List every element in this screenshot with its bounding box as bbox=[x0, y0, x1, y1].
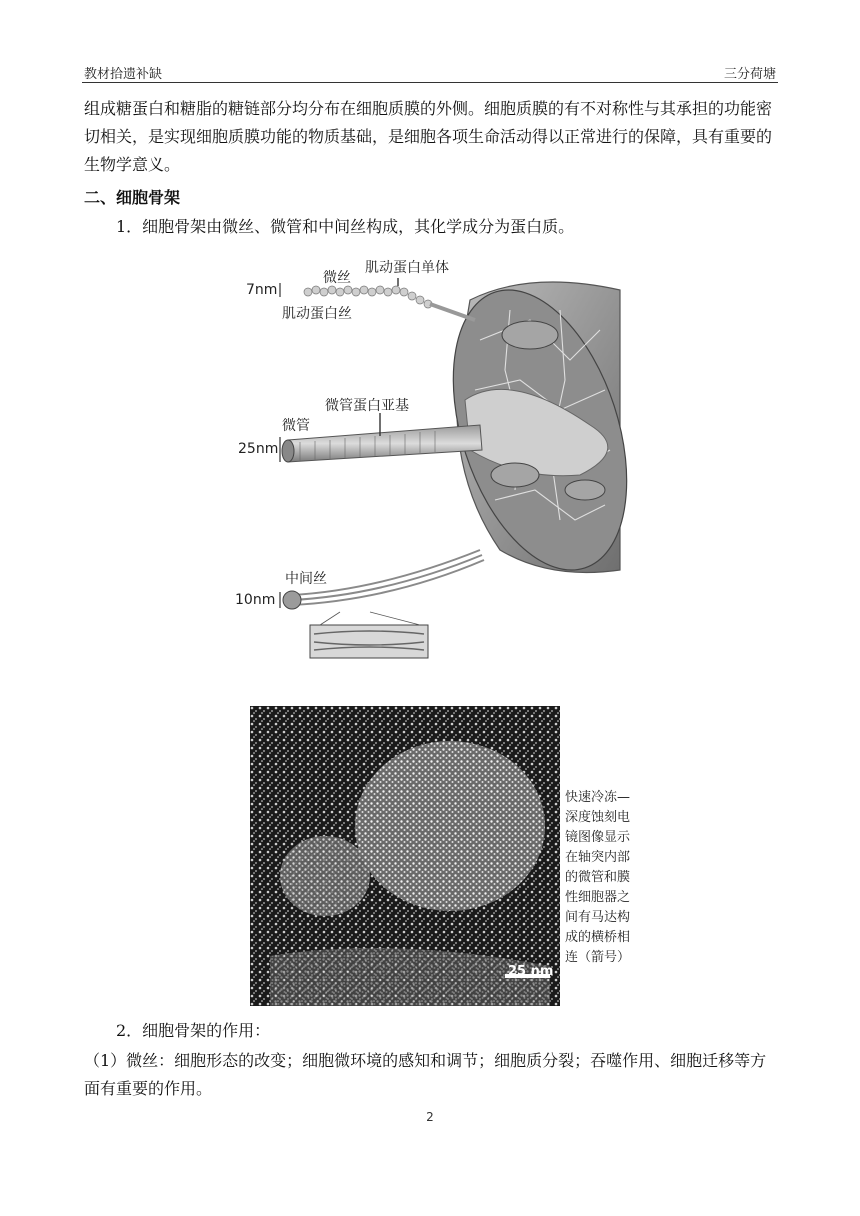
label-actin-filament: 肌动蛋白丝 bbox=[282, 306, 352, 322]
label-7nm: 7nm bbox=[246, 282, 278, 298]
item-1-text: 1．细胞骨架由微丝、微管和中间丝构成，其化学成分为蛋白质。 bbox=[116, 217, 575, 236]
micrograph-image bbox=[250, 706, 560, 1006]
paragraph-membrane-asymmetry: 组成糖蛋白和糖脂的糖链部分均分布在细胞质膜的外侧。细胞质膜的有不对称性与其承担的功能密切相关，是实现细胞质膜功能的物质基础，是细胞各项生命活动得以正常进行的保障，具有重要的生物学意义。 bbox=[84, 99, 773, 174]
scale-bar-label: 25 nm bbox=[508, 964, 554, 979]
item-2-text: 2．细胞骨架的作用： bbox=[116, 1021, 271, 1040]
header-left-title: 教材拾遗补缺 bbox=[84, 67, 163, 82]
label-actin-monomer: 肌动蛋白单体 bbox=[365, 260, 449, 276]
label-10nm: 10nm bbox=[235, 592, 276, 608]
label-25nm: 25nm bbox=[238, 441, 279, 457]
micrograph-caption: 快速冷冻—深度蚀刻电镜图像显示在轴突内部的微管和膜性细胞器之间有马达构成的横桥相连（箭号） bbox=[565, 790, 631, 965]
page-number: 2 bbox=[426, 1110, 434, 1124]
section-heading-cytoskeleton: 二、细胞骨架 bbox=[84, 188, 181, 207]
label-tubulin-subunit: 微管蛋白亚基 bbox=[325, 398, 409, 414]
label-intermediate-filament: 中间丝 bbox=[285, 571, 327, 587]
label-microfilament: 微丝 bbox=[323, 270, 351, 286]
header-rule bbox=[82, 82, 778, 83]
cytoskeleton-diagram bbox=[230, 250, 640, 670]
label-microtubule: 微管 bbox=[282, 418, 310, 434]
electron-micrograph bbox=[250, 706, 560, 1006]
item-2-1-text: （1）微丝：细胞形态的改变；细胞微环境的感知和调节；细胞质分裂；吞噬作用、细胞迁移等方面有重要的作用。 bbox=[84, 1051, 767, 1098]
header-right-title: 三分荷塘 bbox=[723, 67, 776, 82]
